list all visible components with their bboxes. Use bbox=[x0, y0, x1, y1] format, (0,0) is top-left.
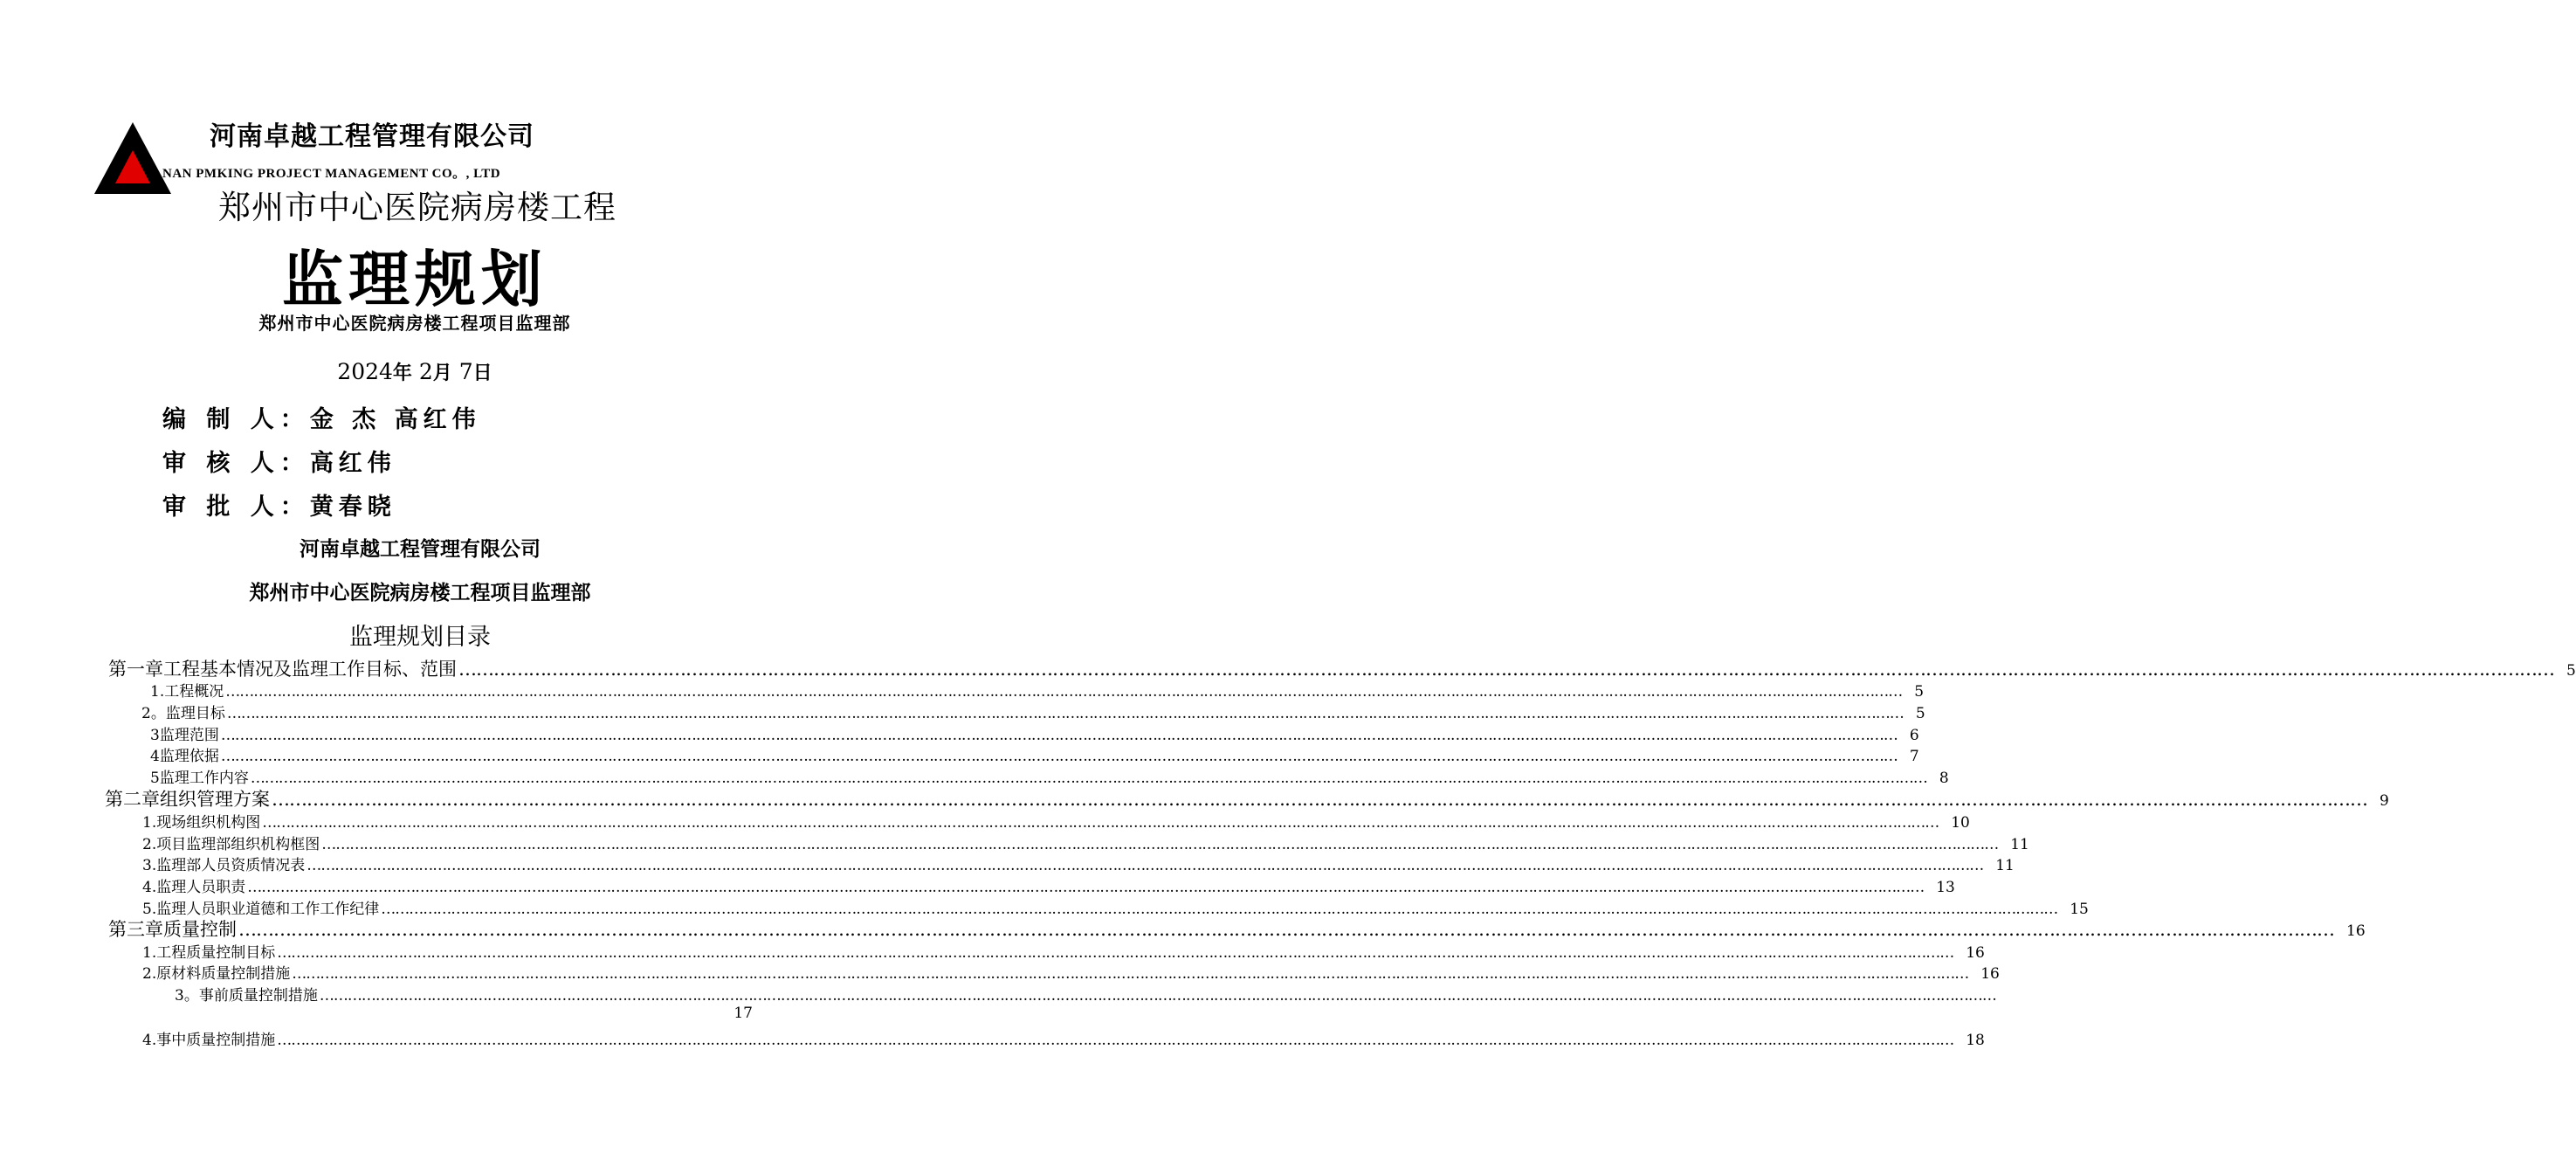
date-month: 2 bbox=[418, 359, 433, 384]
toc-entry-number: 2. bbox=[142, 965, 157, 983]
toc-entry-page: 5 bbox=[2566, 662, 2576, 680]
toc-entry[interactable] bbox=[175, 983, 1996, 1005]
toc-entry[interactable] bbox=[142, 874, 1955, 896]
toc-entry-page: 13 bbox=[1936, 879, 1955, 896]
toc-entry-label: 质量控制 bbox=[163, 919, 237, 940]
toc-entry-label: 监理部人员资质情况表 bbox=[156, 857, 306, 874]
toc-entry[interactable] bbox=[142, 1027, 1985, 1049]
toc-entry-label: 监理人员职责 bbox=[156, 879, 246, 896]
toc-entry-page: 15 bbox=[2070, 901, 2089, 918]
toc-entry-label: 工程质量控制目标 bbox=[156, 944, 276, 962]
toc-leader-dots: ……………………………………………………………………………………………………………………………………………………………………………………………………………………………………………………………………………………………………………………………… bbox=[250, 770, 1927, 787]
toc-leader-dots: ……………………………………………………………………………………………………………………………………………………………………………………………………………………………………………………………………………………………………………………………… bbox=[381, 901, 2058, 918]
toc-entry-label: 监理工作内容 bbox=[159, 770, 249, 787]
toc-entry[interactable] bbox=[150, 679, 1925, 701]
approver-label: 审 批 人： bbox=[162, 494, 310, 521]
footer-department: 郑州市中心医院病房楼工程项目监理部 bbox=[249, 582, 591, 604]
toc-entry[interactable] bbox=[141, 701, 1925, 722]
toc-title: 监理规划目录 bbox=[349, 624, 491, 651]
toc-entry[interactable] bbox=[142, 961, 2000, 983]
toc-entry[interactable] bbox=[142, 832, 2029, 853]
toc-entry-label: 组织管理方案 bbox=[160, 789, 270, 810]
toc-entry-label: 事中质量控制措施 bbox=[156, 1032, 276, 1049]
toc-entry-number: 2。 bbox=[141, 705, 166, 722]
toc-entry[interactable] bbox=[150, 765, 1949, 787]
toc-leader-dots: ……………………………………………………………………………………………………………………………………………………………………………………………………………………………………………………………………………………………………………………………… bbox=[277, 1032, 1954, 1049]
approver-name: 黄春晓 bbox=[309, 494, 396, 521]
date-day-unit: 日 bbox=[472, 363, 492, 384]
reviewer-name: 高红伟 bbox=[309, 450, 396, 477]
toc-entry-page-wrap bbox=[611, 1005, 753, 1022]
toc-entry[interactable] bbox=[108, 655, 2576, 681]
toc-entry-label: 原材料质量控制措施 bbox=[156, 965, 291, 983]
date-month-unit: 月 bbox=[432, 363, 452, 384]
toc-entry-page: 6 bbox=[1909, 727, 1919, 744]
toc-entry-page: 17 bbox=[734, 1005, 753, 1022]
date-year: 2024 bbox=[337, 359, 393, 384]
toc-entry-number: 1. bbox=[150, 683, 165, 701]
toc-entry-number: 4 bbox=[150, 748, 160, 765]
toc-leader-dots: ……………………………………………………………………………………………………………………………………………………………………………………………………………………………………………………………………………………………………………………………… bbox=[319, 987, 1996, 1005]
toc-leader-dots: ……………………………………………………………………………………………………………………………………………………………………………………………………………………………………………………………………………………………………………………………… bbox=[272, 789, 2367, 810]
toc-entry-page: 18 bbox=[1966, 1032, 1985, 1049]
toc-entry-page: 11 bbox=[2010, 836, 2029, 853]
toc-entry-number: 第二章 bbox=[105, 789, 160, 810]
toc-entry[interactable] bbox=[142, 853, 2015, 874]
toc-entry-label: 现场组织机构图 bbox=[156, 814, 261, 832]
toc-entry-page: 10 bbox=[1951, 814, 1970, 832]
toc-entry-number: 第一章 bbox=[108, 659, 163, 680]
toc-leader-dots: ……………………………………………………………………………………………………………………………………………………………………………………………………………………………………………………………………………………………………………………………… bbox=[238, 919, 2334, 940]
toc-leader-dots: ……………………………………………………………………………………………………………………………………………………………………………………………………………………………………………………………………………………………………………………………… bbox=[220, 748, 1898, 765]
date-day: 7 bbox=[458, 359, 473, 384]
toc-entry-number: 5 bbox=[150, 770, 160, 787]
company-name-cn: 河南卓越工程管理有限公司 bbox=[210, 121, 534, 152]
toc-leader-dots: ……………………………………………………………………………………………………………………………………………………………………………………………………………………………………………………………………………………………………………………………… bbox=[225, 683, 1903, 701]
toc-entry-label: 事前质量控制措施 bbox=[198, 987, 318, 1005]
toc-entry-number: 1. bbox=[142, 814, 157, 832]
date-year-unit: 年 bbox=[392, 363, 412, 384]
toc-entry-page: 7 bbox=[1909, 748, 1919, 765]
compiler-label: 编 制 人： bbox=[162, 406, 310, 433]
toc-entry-number: 3. bbox=[142, 857, 157, 874]
toc-entry-label: 监理目标 bbox=[165, 705, 225, 722]
footer-company: 河南卓越工程管理有限公司 bbox=[300, 538, 541, 561]
toc-entry[interactable] bbox=[150, 743, 1919, 765]
toc-entry-page: 16 bbox=[1966, 944, 1985, 962]
toc-entry-number: 3 bbox=[150, 727, 160, 744]
toc-leader-dots: ……………………………………………………………………………………………………………………………………………………………………………………………………………………………………………………………………………………………………………………………… bbox=[247, 879, 1925, 896]
toc-leader-dots: ……………………………………………………………………………………………………………………………………………………………………………………………………………………………………………………………………………………………………………………………… bbox=[262, 814, 1939, 832]
toc-entry-label: 监理依据 bbox=[159, 748, 219, 765]
toc-entry-label: 监理范围 bbox=[159, 727, 219, 744]
toc-entry-number: 2. bbox=[142, 836, 157, 853]
toc-entry-number: 第三章 bbox=[108, 919, 163, 940]
toc-leader-dots: ……………………………………………………………………………………………………………………………………………………………………………………………………………………………………………………………………………………………………………………………… bbox=[277, 944, 1954, 962]
toc-leader-dots: ……………………………………………………………………………………………………………………………………………………………………………………………………………………………………………………………………………………………………………………………… bbox=[458, 659, 2554, 680]
toc-entry-number: 5. bbox=[142, 901, 157, 918]
toc-leader-dots: ……………………………………………………………………………………………………………………………………………………………………………………………………………………………………………………………………………………………………………………………… bbox=[307, 857, 1984, 874]
company-name-en: NAN PMKING PROJECT MANAGEMENT CO。, LTD bbox=[162, 167, 501, 181]
document-title: 监理规划 bbox=[282, 244, 548, 315]
toc-entry[interactable] bbox=[142, 810, 1970, 832]
toc-entry-number: 4. bbox=[142, 1032, 157, 1049]
toc-entry-page: 8 bbox=[1939, 770, 1949, 787]
department-name: 郑州市中心医院病房楼工程项目监理部 bbox=[258, 313, 571, 334]
toc-entry-page: 5 bbox=[1915, 705, 1925, 722]
toc-leader-dots: ……………………………………………………………………………………………………………………………………………………………………………………………………………………………………………………………………………………………………………………………… bbox=[220, 727, 1898, 744]
toc-entry-page: 16 bbox=[1980, 965, 2000, 983]
toc-entry[interactable] bbox=[105, 785, 2389, 811]
toc-entry-number: 3。 bbox=[175, 987, 199, 1005]
toc-entry-label: 工程概况 bbox=[164, 683, 224, 701]
toc-entry-page: 9 bbox=[2380, 792, 2389, 810]
toc-entry-label: 项目监理部组织机构框图 bbox=[156, 836, 320, 853]
toc-entry-number: 1. bbox=[142, 944, 157, 962]
toc-entry-label: 工程基本情况及监理工作目标、范围 bbox=[163, 659, 457, 680]
reviewer-label: 审 核 人： bbox=[162, 450, 310, 477]
toc-leader-dots: ……………………………………………………………………………………………………………………………………………………………………………………………………………………………………………………………………………………………………………………………… bbox=[292, 965, 1969, 983]
toc-leader-dots: ……………………………………………………………………………………………………………………………………………………………………………………………………………………………………………………………………………………………………………………………… bbox=[321, 836, 1999, 853]
toc-leader-dots: ……………………………………………………………………………………………………………………………………………………………………………………………………………………………………………………………………………………………………………………………… bbox=[226, 705, 1904, 722]
toc-entry[interactable] bbox=[150, 722, 1919, 744]
compiler-name: 金 杰 高红伟 bbox=[309, 406, 481, 433]
project-title: 郑州市中心医院病房楼工程 bbox=[218, 189, 616, 226]
toc-entry[interactable] bbox=[142, 940, 1985, 962]
toc-entry-label: 监理人员职业道德和工作工作纪律 bbox=[156, 901, 380, 918]
toc-entry-page: 5 bbox=[1914, 683, 1925, 701]
toc-entry-page: 11 bbox=[1995, 857, 2015, 874]
toc-entry[interactable] bbox=[108, 915, 2366, 942]
toc-entry-number: 4. bbox=[142, 879, 157, 896]
toc-entry-page: 16 bbox=[2346, 922, 2366, 940]
